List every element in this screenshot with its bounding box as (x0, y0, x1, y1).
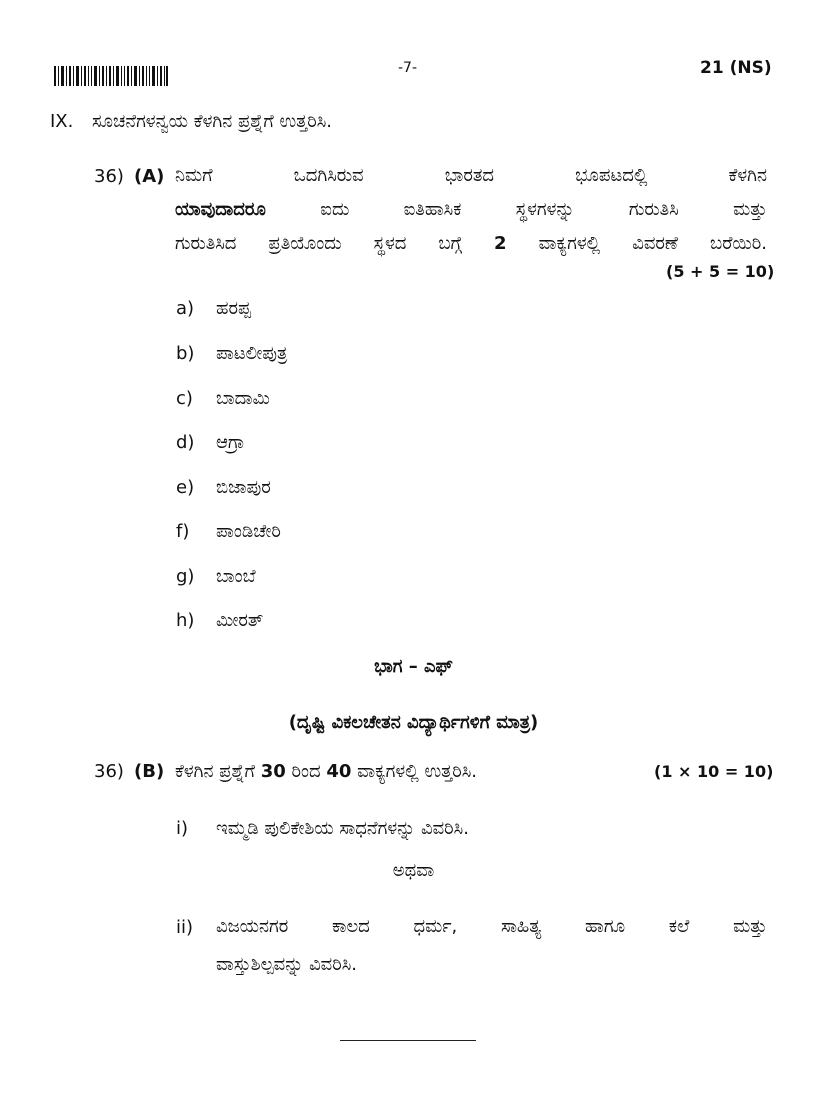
q36a-text-part4: ವಾಕ್ಯಗಳಲ್ಲಿ ವಿವರಣೆ ಬರೆಯಿರಿ. (538, 233, 767, 254)
section-instruction: ಸೂಚನೆಗಳನ್ವಯ ಕೆಳಗಿನ ಪ್ರಶ್ನೆಗೆ ಉತ್ತರಿಸಿ. (92, 111, 333, 132)
q36a-text-part1: ನಿಮಗೆ ಒದಗಿಸಿರುವ ಭಾರತದ ಭೂಪಟದಲ್ಲಿ ಕೆಳಗಿನ (175, 165, 767, 186)
option-text: ಬಿಜಾಪುರ (216, 477, 271, 498)
option-text: ಆಗ್ರಾ (216, 432, 245, 453)
q36a-text-part3: ಗುರುತಿಸಿದ ಪ್ರತಿಯೊಂದು ಸ್ಥಳದ ಬಗ್ಗೆ (175, 233, 463, 254)
option-text: ಮೀರತ್ (216, 610, 264, 631)
option-text: ಬಾಂಬೆ (216, 566, 256, 587)
q36b-text-part2: ರಿಂದ (291, 761, 321, 782)
q36b-num1: 30 (260, 761, 286, 782)
q36b-text-part1: ಕೆಳಗಿನ ಪ್ರಶ್ನೆಗೆ (175, 761, 255, 782)
question-number-36a: 36) (94, 166, 124, 187)
sub-question-text: ಇಮ್ಮಡಿ ಪುಲಿಕೇಶಿಯ ಸಾಧನೆಗಳನ್ನು ವಿವರಿಸಿ. (216, 818, 469, 839)
option-text: ಪಾಟಲೀಪುತ್ರ (216, 343, 288, 364)
option-label: d) (176, 432, 195, 453)
question-36b-text (175, 761, 477, 782)
end-rule (340, 1040, 476, 1041)
question-36a-line3 (175, 227, 767, 261)
paper-code: 21 (NS) (700, 58, 772, 78)
option-label: e) (176, 477, 195, 498)
question-tag-b: (B) (134, 761, 165, 782)
question-tag-a: (A) (134, 166, 165, 187)
or-separator: ಅಥವಾ (392, 860, 435, 881)
q36b-marks: (1 × 10 = 10) (654, 762, 774, 781)
question-36a-line1 (175, 159, 767, 193)
section-number: IX. (50, 111, 74, 132)
sub-question-label: i) (176, 818, 189, 839)
sub-question-label: ii) (176, 917, 194, 938)
part-heading: ಭಾಗ – ಎಫ್ (374, 656, 453, 677)
q36a-text-part2: ಐದು ಐತಿಹಾಸಿಕ ಸ್ಥಳಗಳನ್ನು ಗುರುತಿಸಿ ಮತ್ತು (320, 199, 767, 220)
q36b-text-part3: ವಾಕ್ಯಗಳಲ್ಲಿ ಉತ್ತರಿಸಿ. (357, 761, 478, 782)
sub-question-text-line1: ವಿಜಯನಗರ ಕಾಲದ ಧರ್ಮ, ಸಾಹಿತ್ಯ ಹಾಗೂ ಕಲೆ ಮತ್ತು (216, 916, 767, 937)
option-text: ಪಾಂಡಿಚೇರಿ (216, 521, 281, 542)
q36b-num2: 40 (326, 761, 352, 782)
option-label: g) (176, 566, 195, 587)
q36a-text-bold: ಯಾವುದಾದರೂ (175, 199, 266, 220)
sub-question-text-line2: ವಾಸ್ತುಶಿಲ್ಪವನ್ನು ವಿವರಿಸಿ. (216, 954, 358, 975)
q36a-marks: (5 + 5 = 10) (666, 262, 775, 281)
option-label: h) (176, 610, 195, 631)
barcode (54, 66, 168, 86)
option-label: f) (176, 521, 190, 542)
question-36a-line2 (175, 193, 767, 227)
q36a-text-num: 2 (494, 233, 507, 254)
part-subheading: (ದೃಷ್ಟಿ ವಿಕಲಚೇತನ ವಿದ್ಯಾರ್ಥಿಗಳಿಗೆ ಮಾತ್ರ) (288, 712, 539, 733)
question-number-36b: 36) (94, 761, 124, 782)
option-text: ಹರಪ್ಪ (216, 298, 251, 319)
option-label: b) (176, 343, 195, 364)
option-label: c) (176, 388, 193, 409)
page-number: -7- (398, 60, 418, 76)
option-label: a) (176, 298, 195, 319)
option-text: ಬಾದಾಮಿ (216, 388, 270, 409)
